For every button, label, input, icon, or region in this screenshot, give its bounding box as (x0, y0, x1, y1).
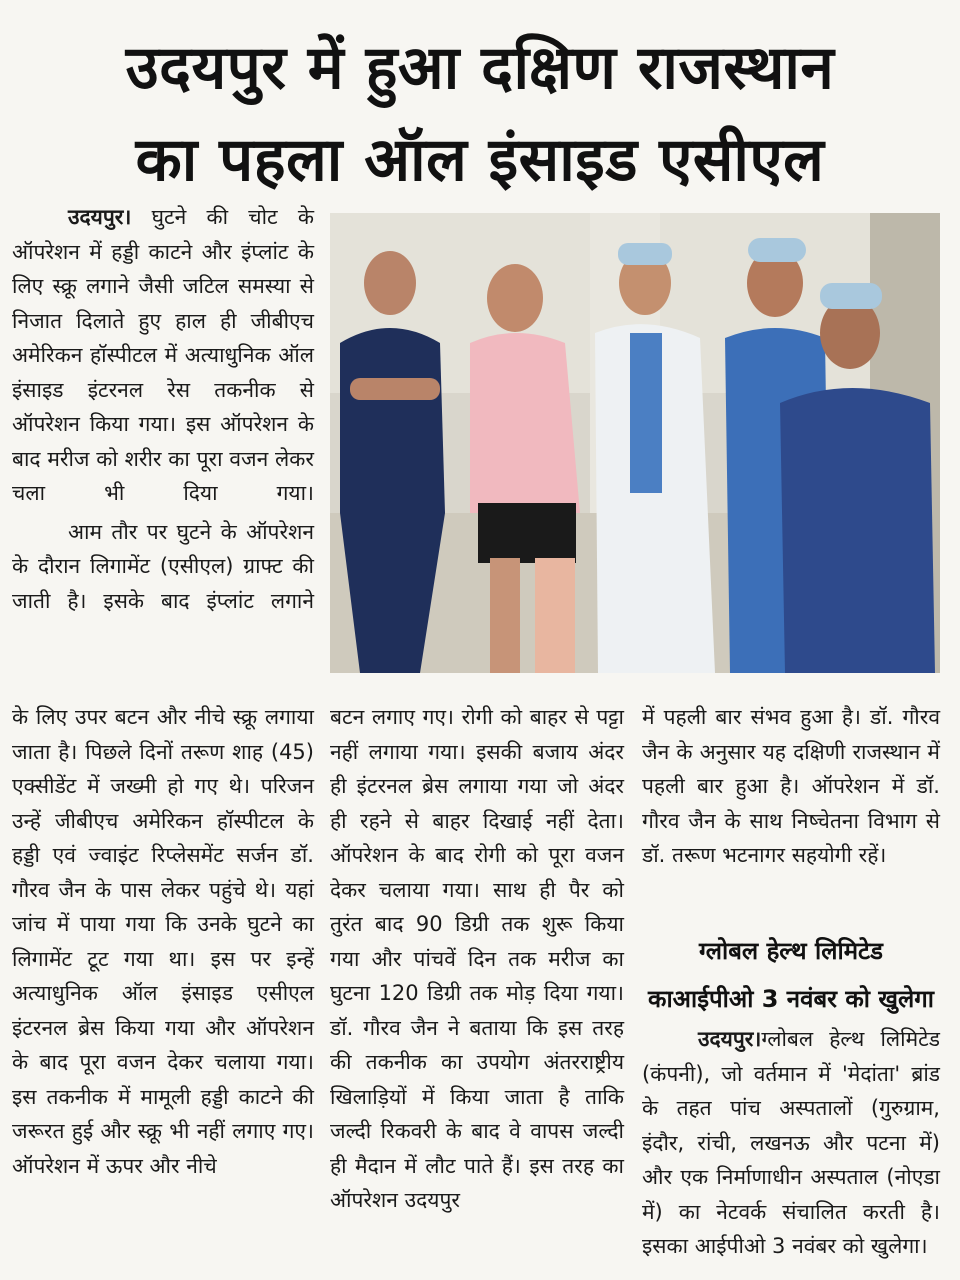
article-column-1-bottom (12, 700, 314, 1183)
article-paragraph-2-continued: के लिए उपर बटन और नीचे स्क्रू लगाया जाता है। पिछले दिनों तरूण शाह (45) एक्सीडेंट में जख्मी हो गए थे। परिजन उन्हें जीबीएच अमेरिकन हॉस्पीटल के हड्डी एवं ज्वाइंट रिप्लेसमेंट सर्जन डॉ. गौरव जैन के पास लेकर पहुंचे थे। यहां जांच में पाया गया कि उनके घुटने का लिगामेंट टूट गया था। इस पर इन्हें अत्याधुनिक ऑल इंसाइड एसीएल इंटरनल ब्रेस किया गया और ऑपरेशन के बाद पूरा वजन देकर चलाया गया। इस तकनीक में मामूली हड्डी काटने की जरूरत हुई और स्क्रू भी नहीं लगाए गए। ऑपरेशन में ऊपर और नीचे (12, 705, 314, 1178)
article-column-2 (330, 700, 624, 1218)
article-column-1-top (12, 200, 314, 618)
doctors-group-photo (330, 213, 940, 673)
article-2-headline-line-1: ग्लोबल हेल्थ लिमिटेड (699, 937, 883, 965)
article-paragraph-2: आम तौर पर घुटने के ऑपरेशन के दौरान लिगामेंट (एसीएल) ग्राफ्ट की जाती है। इसके बाद इंप्लांट लगाने (12, 519, 314, 613)
article-column-2-text: बटन लगाए गए। रोगी को बाहर से पट्टा नहीं लगाया गया। इसकी बजाय अंदर ही इंटरनल ब्रेस लगाया गया जो अंदर ही रहने से बाहर दिखाई नहीं देता। ऑपरेशन के बाद रोगी को पूरा वजन देकर चलाया गया। साथ ही पैर को तुरंत बाद 90 डिग्री तक शुरू किया गया और पांचवें दिन तक मरीज का घुटना 120 डिग्री तक मोड़ दिया गया। डॉ. गौरव जैन ने बताया कि इस तरह की तकनीक का उपयोग अंतरराष्ट्रीय खिलाड़ियों में किया जाता है ताकि जल्दी रिकवरी के बाद वे वापस जल्दी ही मैदान में लौट पाते हैं। इस तरह का ऑपरेशन उदयपुर (330, 705, 624, 1212)
article-2-paragraph (642, 1022, 940, 1264)
dateline: उदयपुर। (68, 205, 132, 229)
article-column-3 (642, 700, 940, 873)
article-2-headline-line-2: काआईपीओ 3 नवंबर को खुलेगा (648, 985, 934, 1013)
news-photo (330, 213, 940, 673)
article-column-3-text: में पहली बार संभव हुआ है। डॉ. गौरव जैन के अनुसार यह दक्षिणी राजस्थान में पहली बार हुआ है। ऑपरेशन में डॉ. गौरव जैन के साथ निष्चेतना विभाग से डॉ. तरूण भटनागर सहयोगी रहें। (642, 705, 940, 867)
headline-line-2: का पहला ऑल इंसाइड एसीएल (135, 125, 825, 195)
article-2-text: ग्लोबल हेल्थ लिमिटेड (कंपनी), जो वर्तमान में 'मेदांता' ब्रांड के तहत पांच अस्पतालों (गुरुग्राम, इंदौर, रांची, लखनऊ और पटना में) और एक निर्माणाधीन अस्पताल (नोएडा में) का नेटवर्क संचालित करती है। इसका आईपीओ 3 नवंबर को खुलेगा। (642, 1027, 940, 1258)
article-2-dateline: उदयपुर। (698, 1027, 762, 1051)
article-paragraph-1-text: घुटने की चोट के ऑपरेशन में हड्डी काटने और इंप्लांट के लिए स्क्रू लगाने जैसी जटिल समस्या से निजात दिलाते हुए हाल ही जीबीएच अमेरिकन हॉस्पीटल में अत्याधुनिक ऑल इंसाइड इंटरनल रेस तकनीक से ऑपरेशन किया गया। इस ऑपरेशन के बाद मरीज को शरीर का पूरा वजन लेकर चला भी दिया गया। (12, 205, 314, 505)
article-2-body (642, 1022, 940, 1264)
article-paragraph-1 (12, 200, 314, 511)
headline-line-1: उदयपुर में हुआ दक्षिण राजस्थान (125, 33, 835, 103)
